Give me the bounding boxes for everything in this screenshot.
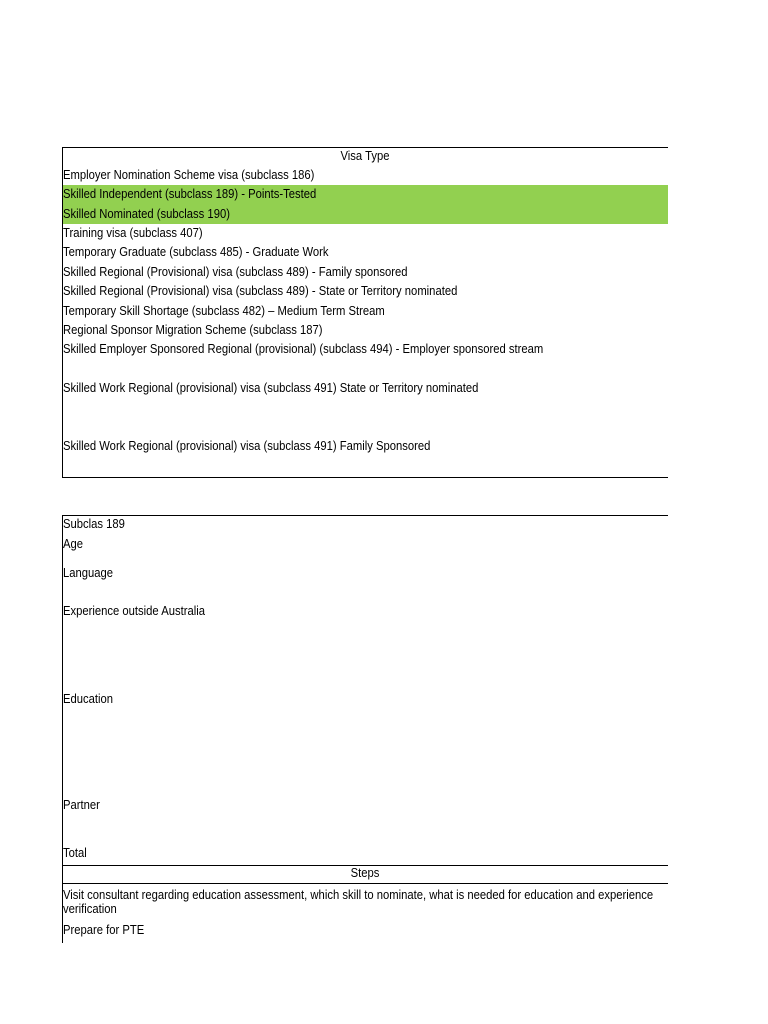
points-row-total: Total <box>63 846 87 860</box>
steps-table-header-divider <box>62 883 668 884</box>
points-row-experience: Experience outside Australia <box>63 604 205 618</box>
points-row-language: Language <box>63 566 114 580</box>
visa-row: Regional Sponsor Migration Scheme (subclass 187) <box>63 323 323 337</box>
step-row: Visit consultant regarding education assessment, which skill to nominate, what is needed for education and experience verification <box>63 888 654 916</box>
points-row-education: Education <box>63 692 114 706</box>
visa-row: Temporary Skill Shortage (subclass 482) – Medium Term Stream <box>63 304 385 318</box>
visa-row: Skilled Regional (Provisional) visa (subclass 489) - State or Territory nominated <box>63 284 458 298</box>
visa-type-header: Visa Type <box>340 149 390 163</box>
visa-row: Skilled Work Regional (provisional) visa (subclass 491) Family Sponsored <box>63 439 431 453</box>
step-row: Prepare for PTE <box>63 923 145 937</box>
points-row-age: Age <box>63 537 84 551</box>
visa-row: Temporary Graduate (subclass 485) - Graduate Work <box>63 245 329 259</box>
visa-row: Skilled Regional (Provisional) visa (subclass 489) - Family sponsored <box>63 265 408 279</box>
points-row-partner: Partner <box>63 798 100 812</box>
points-table-title: Subclas 189 <box>63 517 125 531</box>
steps-header: Steps <box>350 866 380 880</box>
visa-row: Skilled Nominated (subclass 190) <box>63 207 230 221</box>
visa-row: Skilled Independent (subclass 189) - Points-Tested <box>63 187 317 201</box>
visa-row: Skilled Employer Sponsored Regional (provisional) (subclass 494) - Employer sponsored stream <box>63 342 544 356</box>
points-table-top-border <box>62 515 668 516</box>
visa-table-top-border <box>62 147 668 148</box>
visa-table-bottom-border <box>62 477 668 478</box>
visa-row: Employer Nomination Scheme visa (subclass 186) <box>63 168 315 182</box>
visa-row: Skilled Work Regional (provisional) visa (subclass 491) State or Territory nominated <box>63 381 479 395</box>
visa-row: Training visa (subclass 407) <box>63 226 203 240</box>
